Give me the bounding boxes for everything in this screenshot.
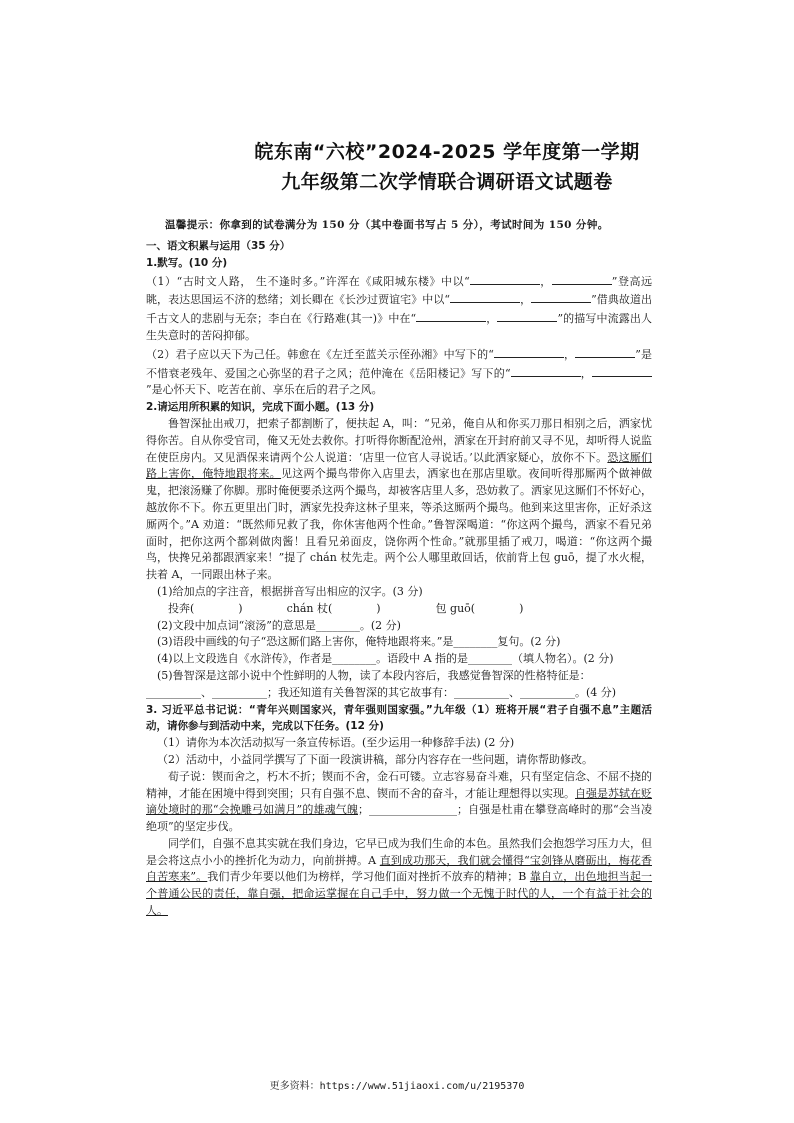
q1-text: ”登高远眺，表达思国运不济的愁绪；刘长卿在《长沙过贾谊宅》中以“ [146, 274, 653, 307]
q2-sub3: (3)语段中画线的句子“恐这厮们路上害你，俺特地跟将来。”是________复句。(2 分) [157, 635, 561, 649]
passage-text: 鲁智深扯出戒刀，把索子都割断了，便扶起 A，叫：“兄弟，俺自从和你买刀那日相别之后，洒家忧得你苦。自从你受官司，俺又无处去救你。打听得你断配沧州，洒家在开封府前又寻不见，却听得人说监在使臣房内。又见酒保来请两个公人说道：‘店里一位官人寻说话。’以此洒家疑心，放你不下。 [146, 416, 652, 464]
answer-blank[interactable] [552, 272, 612, 285]
underlined-sentence: 直到成功那天，我们就会懂得“宝剑锋从磨砺出，梅花香自苦寒来”。 [146, 853, 652, 884]
q1-text: （1）“古时文人路， 生不逢时多。”许浑在《咸阳城东楼》中以“ [146, 274, 470, 288]
exam-title-line2: 九年级第二次学情联合调研语文试题卷 [281, 171, 613, 193]
answer-blank[interactable] [497, 309, 557, 322]
q2-sub1-items[interactable]: 投奔( ) chán 杖( ) 包 guō( ) [168, 601, 524, 615]
q1-text: ”的描写中流露出人生失意时的苦闷抑郁。 [146, 312, 653, 342]
q3-sub2: （2）活动中，小益同学撰写了下面一段演讲稿，部分内容存在一些问题，请你帮助修改。 [157, 752, 593, 766]
q1-part2: （2）君子应以天下为己任。韩愈在《左迁至蓝关示侄孙湘》中写下的“ ， ”是不惜衰老残年、爱国之心弥坚的君子之风；范仲淹在《岳阳楼记》写下的“ ，”是心怀天下、吃苦在前、享乐在后的君子之风。 [146, 345, 652, 399]
q1-heading: 1.默写。(10 分) [146, 256, 228, 269]
underlined-sentence: 自强是苏轼在贬谪处境时的那“会挽雕弓如满月”的雄魂气魄 [146, 786, 652, 817]
q1-text: （2）君子应以天下为己任。韩愈在《左迁至蓝关示侄孙湘》中写下的“ [146, 347, 494, 361]
exam-body [146, 238, 652, 920]
answer-blank[interactable] [592, 364, 652, 377]
exam-title-line1: 皖东南“六校”2024-2025 学年度第一学期 [254, 141, 640, 163]
q2-sub4: (4)以上文段选自《水浒传》，作者是________。语段中 A 指的是________（填人物名）。(2 分) [157, 652, 614, 666]
underlined-sentence: 靠自立，出色地担当起一个普通公民的责任，靠自强，把命运掌握在自己手中，努力做一个无愧于时代的人，一个有益于社会的人。 [146, 870, 653, 918]
q3-heading: 3. 习近平总书记说：“青年兴则国家兴，青年强则国家强。”九年级（1）班将开展“君子自强不息”主题活动，请你参与到活动中来，完成以下任务。(12 分) [146, 703, 652, 733]
warm-tip: 温馨提示：你拿到的试卷满分为 150 分（其中卷面书写占 5 分），考试时间为 150 分钟。 [165, 219, 609, 231]
speech-text: 荀子说：锲而舍之，朽木不折；锲而不舍，金石可镂。立志容易奋斗难，只有坚定信念、不屈不挠的精神，才能在困境中得到突围；只有自强不息、锲而不舍的奋斗，才能让理想得以实现。 [146, 769, 652, 800]
footer-link[interactable]: 更多资料：https://www.51jiaoxi.com/u/2195370 [269, 1081, 525, 1092]
answer-blank[interactable] [470, 272, 540, 285]
q3-sub1: （1）请你为本次活动拟写一条宣传标语。(至少运用一种修辞手法) (2 分) [157, 736, 515, 750]
q2-sub2: (2)文段中加点词“滚汤”的意思是________。(2 分) [157, 618, 401, 632]
q3-speech-para2 [146, 836, 652, 920]
q2-sub5b: __________、__________；我还知道有关鲁智深的其它故事有：__________、__________。(4 分) [146, 685, 617, 699]
speech-text: ；________________；自强是杜甫在攀登高峰时的那“会当凌绝项”的坚定步伐。 [146, 803, 653, 834]
q2-heading: 2.请运用所积累的知识，完成下面小题。(13 分) [146, 401, 375, 414]
speech-text: 同学们，自强不息其实就在我们身边，它早已成为我们生命的本色。虽然我们会抱怨学习压力大，但是会将这点小小的挫折化为动力，向前拼搏。A [146, 836, 652, 867]
q3-speech-para1 [146, 769, 652, 836]
underlined-sentence: 恐这厮们路上害你，俺特地跟将来。 [146, 450, 652, 481]
answer-blank[interactable] [416, 309, 486, 322]
passage-text: 见这两个撮鸟带你入店里去，洒家也在那店里歇。夜间听得那厮两个做神做鬼，把滚汤赚了你脚。那时俺便要杀这两个撮鸟，却被客店里人多，恐妨救了。洒家见这厮们不怀好心，越放你不下。你五更里出门时，洒家先投奔这林子里来，等杀这厮两个撮鸟。他到来这里害你，正好杀这厮两个。”A 劝道：“既然师兄救了我，你休害他两个性命。”鲁智深喝道：“你这两个撮鸟，洒家不看兄弟面时，把你这两个都剁做肉酱！且看兄弟面皮，饶你两个性命。”就那里插了戒刀，喝道：“你这两个撮鸟，快搀兄弟都跟洒家来！”提了 chán 杖先走。两个公人哪里敢回话，依前背上包 guō，提了水火棍，扶着 A，一同跟出林子来。 [146, 467, 652, 582]
answer-blank[interactable] [494, 345, 564, 358]
q2-sub1: (1)给加点的字注音，根据拼音写出相应的汉字。(3 分) [157, 584, 423, 598]
q1-text: ”借典故道出千古文人的悲剧与无奈；李白在《行路难(其一)》中在“ [146, 293, 653, 326]
answer-blank[interactable] [575, 345, 635, 358]
q2-passage [146, 416, 652, 584]
answer-blank[interactable] [511, 364, 581, 377]
answer-blank[interactable] [450, 290, 520, 303]
section-heading: 一、语文积累与运用（35 分） [146, 240, 291, 252]
q1-part1: （1）“古时文人路， 生不逢时多。”许浑在《咸阳城东楼》中以“ ， ”登高远眺，表达思国运不济的愁绪；刘长卿在《长沙过贾谊宅》中以“ ， ”借典故道出千古文人的悲剧与无奈；李白在《行路难(其一)》中在“ ， ”的描写中流露出人生失意时的苦闷抑郁。 [146, 272, 652, 345]
q1-text: ”是不惜衰老残年、爱国之心弥坚的君子之风；范仲淹在《岳阳楼记》写下的“ [146, 347, 653, 380]
answer-blank[interactable] [531, 290, 591, 303]
q1-text: ”是心怀天下、吃苦在前、享乐在后的君子之风。 [146, 383, 383, 397]
q2-sub5a: (5)鲁智深是这部小说中个性鲜明的人物，读了本段内容后，我感觉鲁智深的性格特征是： [157, 668, 591, 682]
speech-text: 我们青少年要以他们为榜样，学习他们面对挫折不放弃的精神；B [207, 870, 530, 884]
